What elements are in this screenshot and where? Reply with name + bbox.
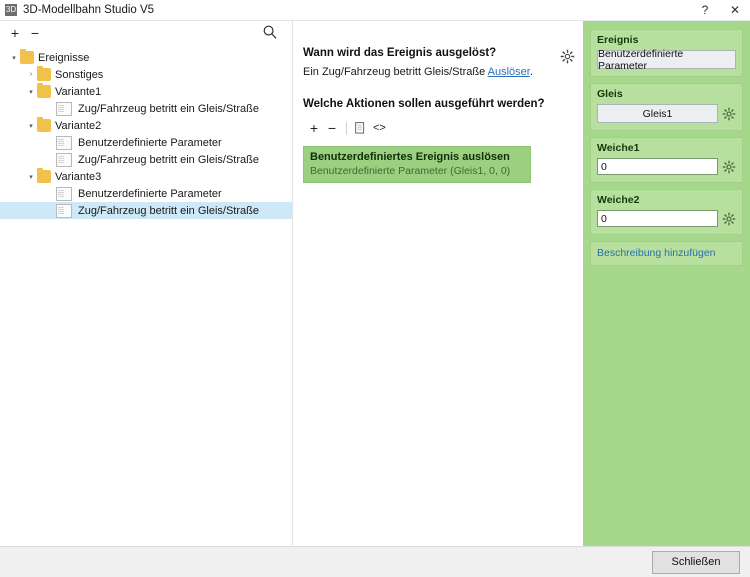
action-list <box>303 146 573 183</box>
remove-action-button[interactable]: − <box>327 120 337 136</box>
property-label: Weiche1 <box>597 142 640 154</box>
trigger-text: Ein Zug/Fahrzeug betritt Gleis/Straße <box>303 66 486 78</box>
trigger-heading: Wann wird das Ereignis ausgelöst? <box>303 47 497 59</box>
chevron-icon[interactable]: ▾ <box>29 88 33 96</box>
property-row <box>597 158 736 175</box>
tree-row[interactable] <box>0 66 292 83</box>
property-label: Ereignis <box>597 34 639 46</box>
folder-icon <box>37 68 51 81</box>
tree-item-label: Benutzerdefinierte Parameter <box>78 136 222 149</box>
tree-item-label: Variante2 <box>55 119 102 132</box>
trigger-period: . <box>529 66 533 78</box>
properties-panel <box>583 21 750 546</box>
property-input[interactable]: 0 <box>597 210 718 227</box>
tree-row[interactable] <box>0 185 292 202</box>
file-icon <box>56 187 72 201</box>
tree-toolbar <box>0 21 292 45</box>
folder-icon <box>37 85 51 98</box>
chevron-icon[interactable]: ▾ <box>12 54 16 62</box>
chevron-icon[interactable]: ▾ <box>29 173 33 181</box>
folder-icon <box>37 170 51 183</box>
trigger-description <box>303 66 573 78</box>
file-icon <box>56 204 72 218</box>
trigger-link[interactable]: Auslöser <box>487 66 530 78</box>
tree-item-label: Variante3 <box>55 170 102 183</box>
property-group <box>590 83 743 131</box>
description-group <box>590 241 743 266</box>
actions-toolbar <box>305 118 573 138</box>
folder-icon <box>20 51 34 64</box>
tree-item-label: Zug/Fahrzeug betritt ein Gleis/Straße <box>78 153 259 166</box>
action-title: Benutzerdefiniertes Ereignis auslösen <box>310 151 510 163</box>
app-icon: 3D <box>5 5 17 14</box>
gear-icon[interactable] <box>560 49 575 64</box>
gear-icon[interactable] <box>722 160 736 174</box>
file-icon <box>56 136 72 150</box>
event-detail-panel <box>293 21 583 546</box>
chevron-icon[interactable]: › <box>29 71 33 78</box>
actions-heading: Welche Aktionen sollen ausgeführt werden? <box>303 98 545 110</box>
property-row <box>597 47 736 72</box>
copy-icon[interactable] <box>352 119 370 137</box>
tree-row[interactable] <box>0 134 292 151</box>
add-event-button[interactable]: + <box>10 25 20 41</box>
property-row <box>597 104 736 123</box>
file-icon <box>56 102 72 116</box>
tree-panel <box>0 21 293 546</box>
chevron-icon[interactable]: ▾ <box>29 122 33 130</box>
tree-item-label: Zug/Fahrzeug betritt ein Gleis/Straße <box>78 204 259 217</box>
toolbar-divider <box>346 122 347 135</box>
property-group <box>590 189 743 235</box>
tree-item-label: Sonstiges <box>55 68 104 81</box>
window-controls <box>690 0 750 20</box>
gear-icon[interactable] <box>722 212 736 226</box>
tree-item-label: Ereignisse <box>38 51 90 64</box>
tree-row[interactable] <box>0 117 292 134</box>
tree-row[interactable] <box>0 49 292 66</box>
property-group <box>590 137 743 183</box>
property-button[interactable]: Benutzerdefinierte Parameter <box>597 50 736 69</box>
file-icon <box>56 153 72 167</box>
help-button[interactable]: ? <box>701 3 709 17</box>
close-icon[interactable]: ✕ <box>729 3 741 17</box>
property-group <box>590 29 743 77</box>
tree-row[interactable] <box>0 100 292 117</box>
tree-row[interactable] <box>0 83 292 100</box>
close-button[interactable]: Schließen <box>652 551 740 574</box>
code-view-button[interactable]: <> <box>373 122 386 134</box>
window-title: 3D-Modellbahn Studio V5 <box>23 4 155 16</box>
property-row <box>597 210 736 227</box>
property-groups <box>590 29 743 235</box>
search-icon[interactable] <box>262 24 278 40</box>
property-button[interactable]: Gleis1 <box>597 104 718 123</box>
gear-icon[interactable] <box>722 107 736 121</box>
tree-row[interactable] <box>0 168 292 185</box>
action-item[interactable] <box>303 146 531 183</box>
main-content <box>0 21 750 546</box>
event-tree[interactable] <box>0 45 292 546</box>
tree-item-label: Benutzerdefinierte Parameter <box>78 187 222 200</box>
property-label: Gleis <box>597 88 623 100</box>
action-subtitle: Benutzerdefinierte Parameter (Gleis1, 0, 0) <box>310 165 511 177</box>
title-bar <box>0 0 750 21</box>
remove-event-button[interactable]: − <box>30 25 40 41</box>
add-description-link[interactable]: Beschreibung hinzufügen <box>597 247 716 259</box>
tree-row[interactable] <box>0 151 292 168</box>
tree-item-label: Variante1 <box>55 85 102 98</box>
add-action-button[interactable]: + <box>309 120 319 136</box>
property-input[interactable]: 0 <box>597 158 718 175</box>
tree-item-label: Zug/Fahrzeug betritt ein Gleis/Straße <box>78 102 259 115</box>
footer-bar <box>0 546 750 577</box>
property-label: Weiche2 <box>597 194 640 206</box>
tree-row[interactable] <box>0 202 292 219</box>
folder-icon <box>37 119 51 132</box>
